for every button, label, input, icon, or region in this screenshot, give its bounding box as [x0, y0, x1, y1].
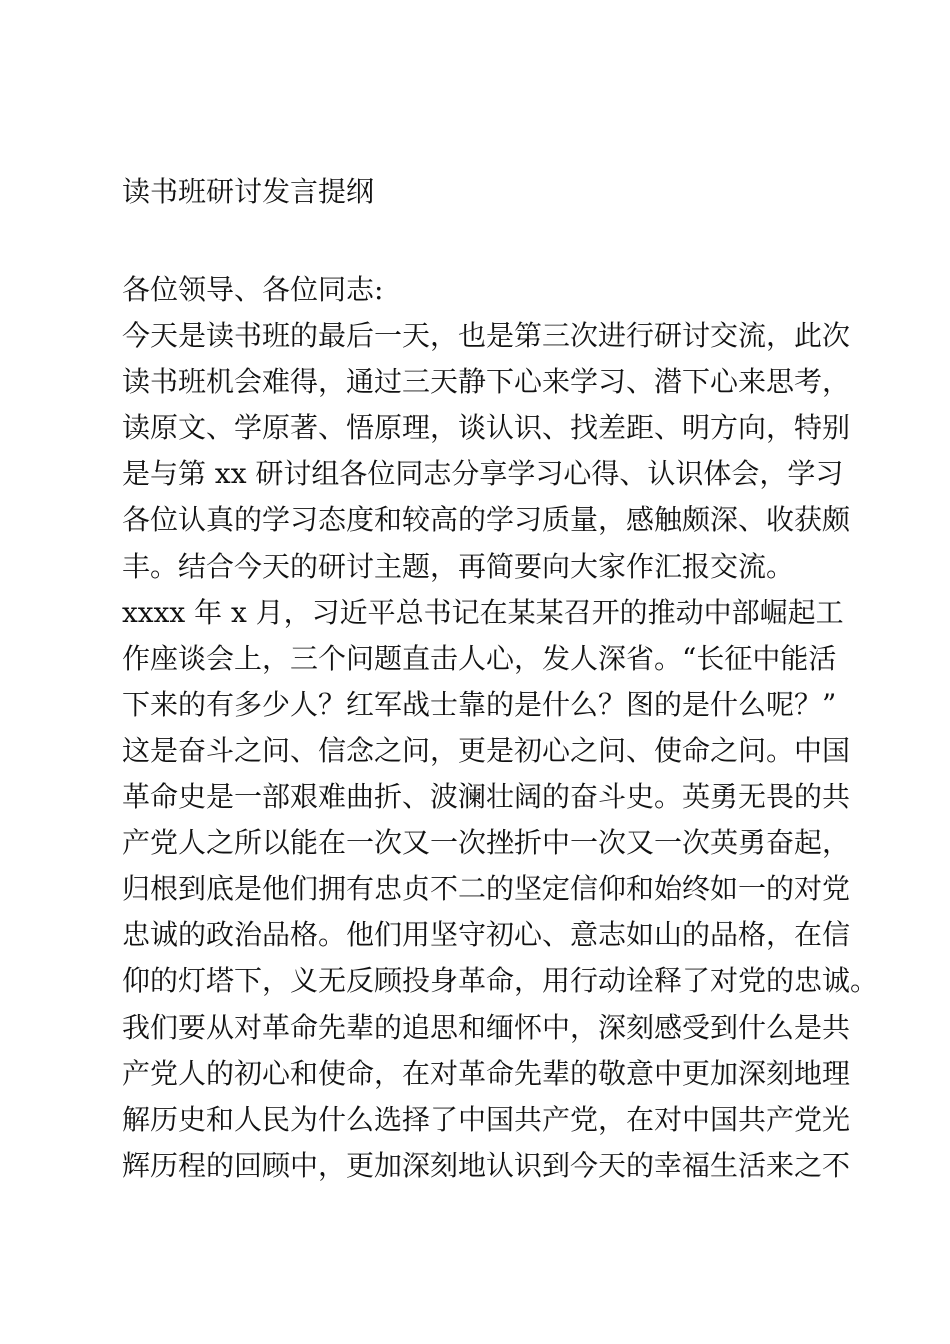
document-body	[122, 267, 879, 1189]
body-line: 产党人的初心和使命，在对革命先辈的敬意中更加深刻地理	[122, 1056, 851, 1090]
body-line: 归根到底是他们拥有忠贞不二的坚定信仰和始终如一的对党	[122, 872, 851, 906]
document-title: 读书班研讨发言提纲	[122, 175, 375, 208]
body-line: 辉历程的回顾中，更加深刻地认识到今天的幸福生活来之不	[122, 1148, 851, 1182]
body-line: 各位领导、各位同志:	[122, 273, 384, 306]
body-line: 解历史和人民为什么选择了中国共产党，在对中国共产党光	[122, 1102, 851, 1136]
body-line: 革命史是一部艰难曲折、波澜壮阔的奋斗史。英勇无畏的共	[122, 780, 851, 814]
body-line: 我们要从对革命先辈的追思和缅怀中，深刻感受到什么是共	[122, 1010, 851, 1044]
body-line: 丰。结合今天的研讨主题，再简要向大家作汇报交流。	[122, 549, 795, 583]
body-line: 各位认真的学习态度和较高的学习质量，感触颇深、收获颇	[122, 503, 851, 537]
body-line: 产党人之所以能在一次又一次挫折中一次又一次英勇奋起，	[122, 826, 851, 860]
body-line: 读书班机会难得，通过三天静下心来学习、潜下心来思考，	[122, 365, 851, 399]
body-line: 忠诚的政治品格。他们用坚守初心、意志如山的品格，在信	[122, 918, 851, 952]
body-line: 仰的灯塔下，义无反顾投身革命，用行动诠释了对党的忠诚。	[122, 964, 879, 998]
body-line: 这是奋斗之问、信念之问，更是初心之问、使命之问。中国	[122, 733, 851, 767]
body-line: 读原文、学原著、悟原理，谈认识、找差距、明方向，特别	[122, 411, 851, 445]
body-line: xxxx 年 x 月，习近平总书记在某某召开的推动中部崛起工	[122, 595, 844, 629]
body-line: 今天是读书班的最后一天，也是第三次进行研讨交流，此次	[122, 319, 851, 353]
body-line: 作座谈会上，三个问题直击人心，发人深省。“长征中能活	[122, 641, 837, 675]
body-line: 是与第 xx 研讨组各位同志分享学习心得、认识体会，学习	[122, 457, 844, 491]
body-line: 下来的有多少人？红军战士靠的是什么？图的是什么呢？”	[122, 687, 837, 721]
